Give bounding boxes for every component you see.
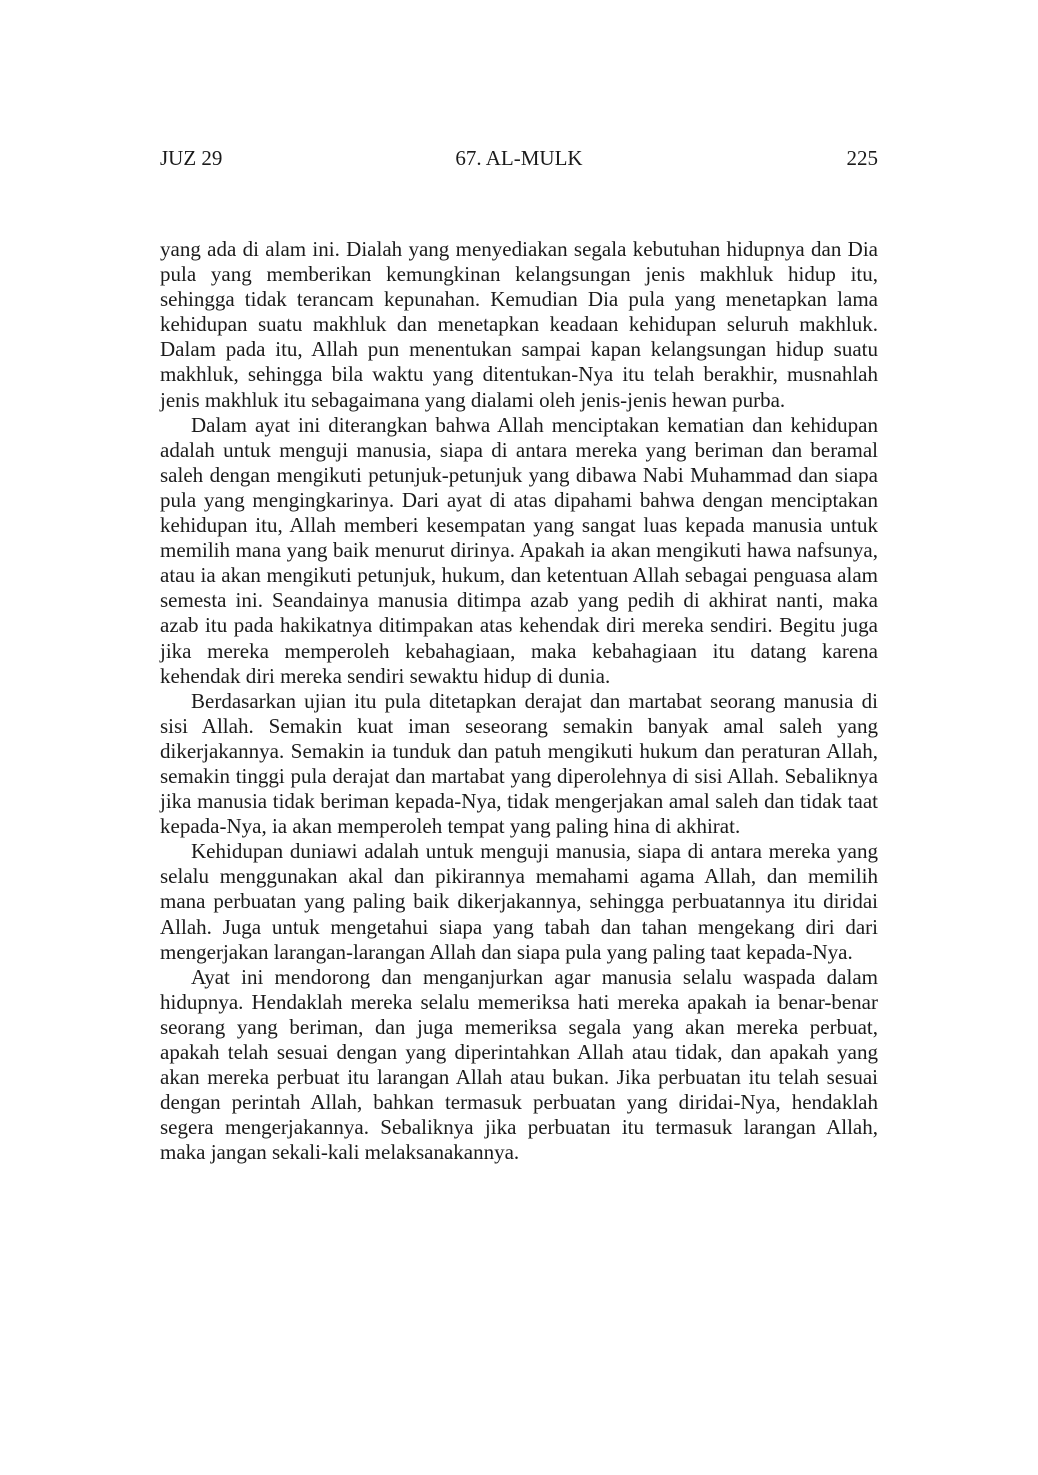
paragraph: Ayat ini mendorong dan menganjurkan agar manusia selalu waspada dalam hidupnya. Hendaklah mereka selalu memeriksa hati mereka apakah ia benar-benar seorang yang beriman, dan juga memeriksa segala yang akan mereka perbuat, apakah telah sesuai dengan yang diperintahkan Allah atau tidak, dan apakah yang akan mereka perbuat itu larangan Allah atau bukan. Jika perbuatan itu telah sesuai dengan perintah Allah, bahkan termasuk perbuatan yang diridai-Nya, hendaklah segera mengerjakannya. Sebaliknya jika perbuatan itu termasuk larangan Allah, maka jangan sekali-kali melaksanakannya. [160, 964, 878, 1165]
paragraph: Dalam ayat ini diterangkan bahwa Allah menciptakan kematian dan kehidupan adalah untuk menguji manusia, siapa di antara mereka yang beriman dan beramal saleh dengan mengikuti petunjuk-petunjuk yang dibawa Nabi Muhammad dan siapa pula yang mengingkarinya. Dari ayat di atas dipahami bahwa dengan menciptakan kehidupan itu, Allah memberi kesempatan yang sangat luas kepada manusia untuk memilih mana yang baik menurut dirinya. Apakah ia akan mengikuti hawa nafsunya, atau ia akan mengikuti petunjuk, hukum, dan ketentuan Allah sebagai penguasa alam semesta ini. Seandainya manusia ditimpa azab yang pedih di akhirat nanti, maka azab itu pada hakikatnya ditimpakan atas kehendak diri mereka sendiri. Begitu juga jika mereka memperoleh kebahagiaan, maka kebahagiaan itu datang karena kehendak diri mereka sendiri sewaktu hidup di dunia. [160, 412, 878, 688]
paragraph: yang ada di alam ini. Dialah yang menyediakan segala kebutuhan hidupnya dan Dia pula yang memberikan kemungkinan kelangsungan jenis makhluk hidup itu, sehingga tidak terancam kepunahan. Kemudian Dia pula yang menetapkan lama kehidupan suatu makhluk dan menetapkan keadaan kehidupan seluruh makhluk. Dalam pada itu, Allah pun menentukan sampai kapan kelangsungan hidup suatu makhluk, sehingga bila waktu yang ditentukan-Nya itu telah berakhir, musnahlah jenis makhluk itu sebagaimana yang dialami oleh jenis-jenis hewan purba. [160, 237, 878, 412]
page-number: 225 [846, 146, 878, 170]
body-text [160, 237, 878, 1165]
paragraph: Kehidupan duniawi adalah untuk menguji manusia, siapa di antara mereka yang selalu menggunakan akal dan pikirannya memahami agama Allah, dan memilih mana perbuatan yang paling baik dikerjakannya, sehingga perbuatannya itu diridai Allah. Juga untuk mengetahui siapa yang tabah dan tahan mengekang diri dari mengerjakan larangan-larangan Allah dan siapa pula yang paling taat kepada-Nya. [160, 839, 878, 964]
paragraph: Berdasarkan ujian itu pula ditetapkan derajat dan martabat seorang manusia di sisi Allah. Semakin kuat iman seseorang semakin banyak amal saleh yang dikerjakannya. Semakin ia tunduk dan patuh mengikuti hukum dan peraturan Allah, semakin tinggi pula derajat dan martabat yang diperolehnya di sisi Allah. Sebaliknya jika manusia tidak beriman kepada-Nya, tidak mengerjakan amal saleh dan tidak taat kepada-Nya, ia akan memperoleh tempat yang paling hina di akhirat. [160, 688, 878, 839]
juz-label: JUZ 29 [160, 146, 223, 170]
running-header [160, 146, 878, 171]
surah-title: 67. AL-MULK [455, 146, 583, 170]
